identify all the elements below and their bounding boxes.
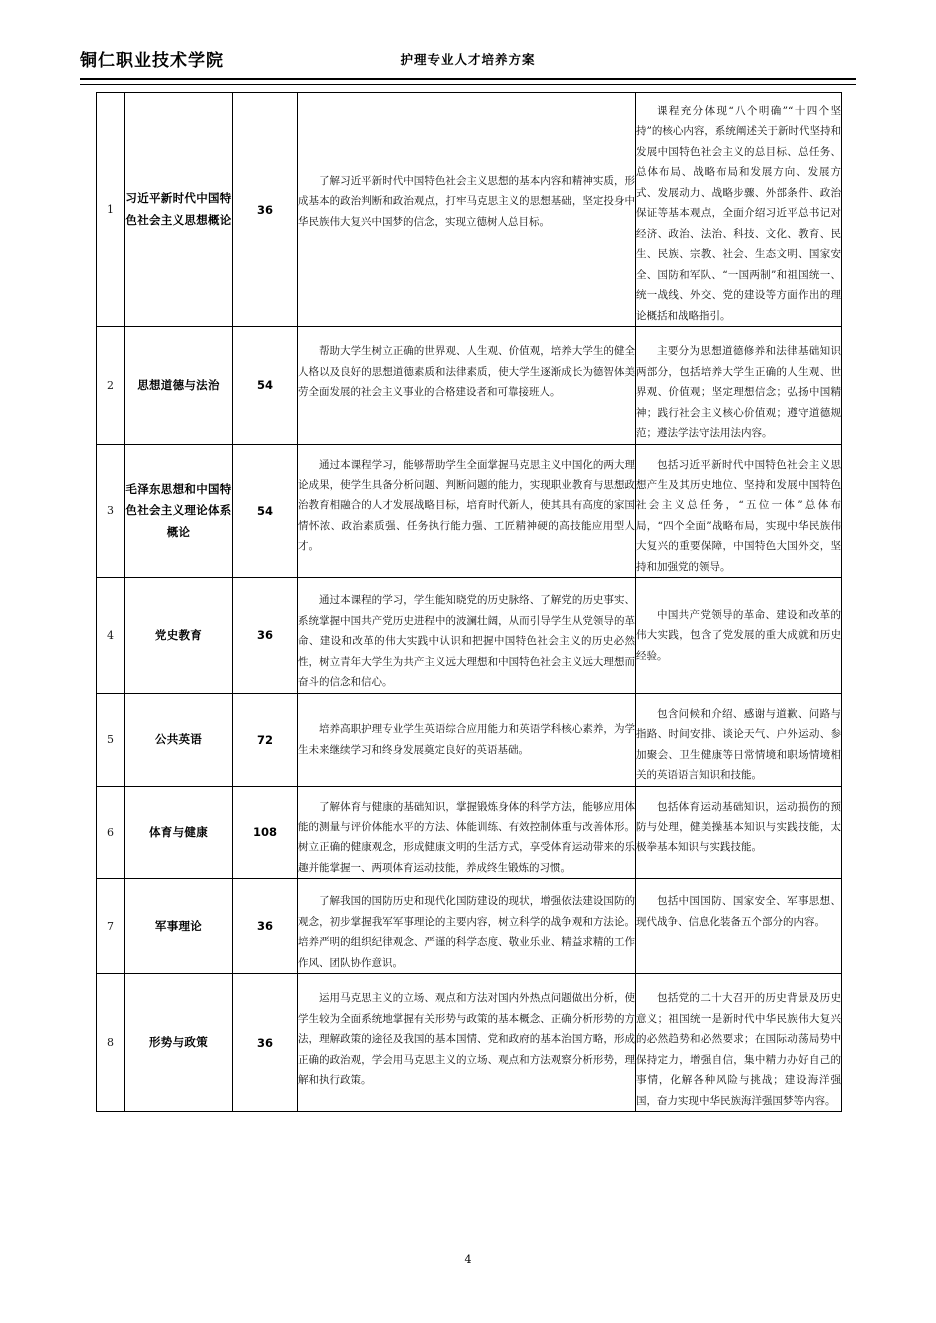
row-number: 4 (97, 578, 125, 693)
row-number: 1 (97, 93, 125, 327)
course-goal: 了解我国的国防历史和现代化国防建设的现状，增强依法建设国防的观念，初步掌握我军军事理论的主要内容，树立科学的战争观和方法论。培养严明的组织纪律观念、严谨的科学态度、敬业乐业、精益求精的工作作风、团队协作意识。 (298, 879, 636, 974)
course-goal: 了解习近平新时代中国特色社会主义思想的基本内容和精神实质，形成基本的政治判断和政治观点，打牢马克思主义的思想基础，坚定投身中华民族伟大复兴中国梦的信念，实现立德树人总目标。 (298, 93, 636, 327)
course-hours: 54 (233, 327, 298, 444)
course-content: 包含问候和介绍、感谢与道歉、问路与指路、时间安排、谈论天气、户外运动、参加聚会、卫生健康等日常情境和职场情境相关的英语语言知识和技能。 (636, 693, 842, 786)
course-table (96, 92, 842, 1112)
row-number: 8 (97, 974, 125, 1112)
course-goal: 帮助大学生树立正确的世界观、人生观、价值观，培养大学生的健全人格以及良好的思想道德素质和法律素质，使大学生逐渐成长为德智体美劳全面发展的社会主义事业的合格建设者和可靠接班人。 (298, 327, 636, 444)
course-goal: 了解体育与健康的基础知识，掌握锻炼身体的科学方法，能够应用体能的测量与评价体能水平的方法、体能训练、有效控制体重与改善体形。树立正确的健康观念，形成健康文明的生活方式，享受体育运动带来的乐趣并能掌握一、两项体育运动技能，养成终生锻炼的习惯。 (298, 786, 636, 879)
table-row (97, 578, 842, 693)
course-hours: 36 (233, 578, 298, 693)
row-number: 7 (97, 879, 125, 974)
course-hours: 36 (233, 974, 298, 1112)
table-row (97, 786, 842, 879)
course-content: 课程充分体现“八个明确”“十四个坚持”的核心内容，系统阐述关于新时代坚持和发展中国特色社会主义的总目标、总任务、总体布局、战略布局和发展方向、发展方式、发展动力、战略步骤、外部条件、政治保证等基本观点，全面介绍习近平总书记对经济、政治、法治、科技、文化、教育、民生、民族、宗教、社会、生态文明、国家安全、国防和军队、“一国两制”和祖国统一、统一战线、外交、党的建设等方面作出的理论概括和战略指引。 (636, 93, 842, 327)
course-content: 包括习近平新时代中国特色社会主义思想产生及其历史地位、坚持和发展中国特色社会主义总任务，“五位一体”总体布局，“四个全面”战略布局，实现中华民族伟大复兴的重要保障，中国特色大国外交，坚持和加强党的领导。 (636, 444, 842, 578)
table-row (97, 693, 842, 786)
course-name: 习近平新时代中国特色社会主义思想概论 (125, 93, 233, 327)
course-goal: 运用马克思主义的立场、观点和方法对国内外热点问题做出分析，使学生较为全面系统地掌握有关形势与政策的基本概念、正确分析形势的方法，理解政策的途径及我国的基本国情、党和政府的基本治国方略，形成正确的政治观，学会用马克思主义的立场、观点和方法观察分析形势，理解和执行政策。 (298, 974, 636, 1112)
row-number: 2 (97, 327, 125, 444)
course-name: 体育与健康 (125, 786, 233, 879)
running-footer (80, 1248, 856, 1267)
course-content: 中国共产党领导的革命、建设和改革的伟大实践，包含了党发展的重大成就和历史经验。 (636, 578, 842, 693)
course-name: 思想道德与法治 (125, 327, 233, 444)
table-row (97, 327, 842, 444)
institution-name: 铜仁职业技术学院 (80, 51, 224, 71)
table-row (97, 444, 842, 578)
page-number: 4 (464, 1253, 472, 1266)
course-content: 主要分为思想道德修养和法律基础知识两部分，包括培养大学生正确的人生观、世界观、价值观；坚定理想信念；弘扬中国精神；践行社会主义核心价值观；遵守道德规范；遵法学法守法用法内容。 (636, 327, 842, 444)
table-row (97, 974, 842, 1112)
course-hours: 36 (233, 93, 298, 327)
table-row (97, 93, 842, 327)
course-hours: 108 (233, 786, 298, 879)
course-name: 形势与政策 (125, 974, 233, 1112)
row-number: 3 (97, 444, 125, 578)
course-name: 军事理论 (125, 879, 233, 974)
course-goal: 通过本课程学习，能够帮助学生全面掌握马克思主义中国化的两大理论成果，使学生具备分析问题、判断问题的能力，实现职业教育与思想政治教育相融合的人才发展战略目标，培育时代新人，使其具有高度的家国情怀浓、政治素质强、任务执行能力强、工匠精神硬的高技能应用型人才。 (298, 444, 636, 578)
course-hours: 36 (233, 879, 298, 974)
table-row (97, 879, 842, 974)
course-goal: 培养高职护理专业学生英语综合应用能力和英语学科核心素养，为学生未来继续学习和终身发展奠定良好的英语基础。 (298, 693, 636, 786)
course-hours: 72 (233, 693, 298, 786)
course-content: 包括体育运动基础知识，运动损伤的预防与处理，健美操基本知识与实践技能，太极拳基本知识与实践技能。 (636, 786, 842, 879)
row-number: 5 (97, 693, 125, 786)
course-name: 党史教育 (125, 578, 233, 693)
running-header (80, 46, 856, 80)
course-content: 包括中国国防、国家安全、军事思想、现代战争、信息化装备五个部分的内容。 (636, 879, 842, 974)
row-number: 6 (97, 786, 125, 879)
course-name: 公共英语 (125, 693, 233, 786)
course-name: 毛泽东思想和中国特色社会主义理论体系概论 (125, 444, 233, 578)
course-hours: 54 (233, 444, 298, 578)
course-content: 包括党的二十大召开的历史背景及历史意义；祖国统一是新时代中华民族伟大复兴的必然趋势和必然要求；在国际动荡局势中保持定力，增强自信，集中精力办好自己的事情，化解各种风险与挑战；建设海洋强国，奋力实现中华民族海洋强国梦等内容。 (636, 974, 842, 1112)
header-rule (80, 78, 856, 85)
document-title: 护理专业人才培养方案 (400, 52, 536, 67)
course-goal: 通过本课程的学习，学生能知晓党的历史脉络、了解党的历史事实、系统掌握中国共产党历史进程中的波澜壮阔，从而引导学生从党领导的革命、建设和改革的伟大实践中认识和把握中国特色社会主义的历史必然性，树立青年大学生为共产主义远大理想和中国特色社会主义远大理想而奋斗的信念和信心。 (298, 578, 636, 693)
